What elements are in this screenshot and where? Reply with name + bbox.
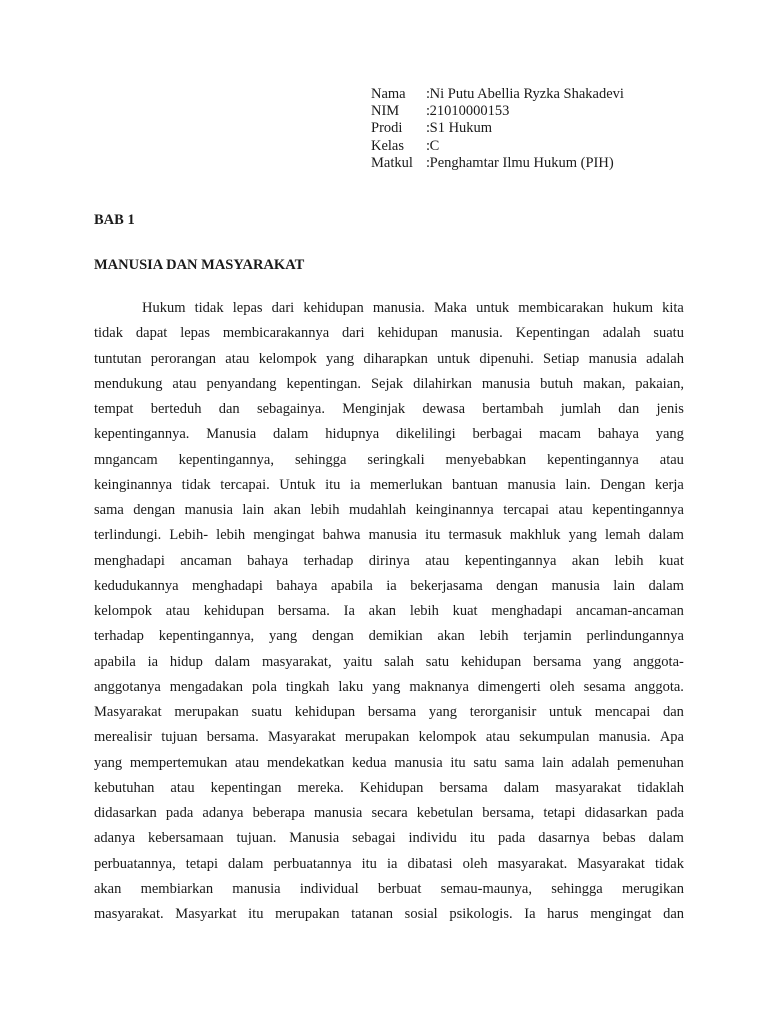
body-line: kebutuhan atau kepentingan mereka. Kehidupan bersama dalam masyarakat tidaklah — [94, 779, 684, 796]
body-line: tuntutan perorangan atau kelompok yang diharapkan untuk dipenuhi. Setiap manusia adalah — [94, 350, 684, 367]
body-line: keinginannya tidak tercapai. Untuk itu ia memerlukan bantuan manusia lain. Dengan kerja — [94, 476, 684, 493]
identity-value: Ni Putu Abellia Ryzka Shakadevi — [429, 86, 624, 102]
identity-value: Penghamtar Ilmu Hukum (PIH) — [429, 154, 614, 171]
identity-row-matkul: Matkul : Penghamtar Ilmu Hukum (PIH) — [371, 154, 614, 171]
identity-value: 21010000153 — [429, 103, 510, 120]
body-line: kelompok atau kehidupan bersama. Ia akan lebih kuat menghadapi ancaman-ancaman — [94, 603, 684, 619]
identity-label: NIM — [371, 103, 400, 120]
body-line: mendukung atau penyandang kepentingan. Sejak dilahirkan manusia butuh makan, pakaian, — [94, 375, 684, 392]
body-line: Masyarakat merupakan suatu kehidupan bersama yang terorganisir untuk mencapai dan — [94, 704, 684, 720]
identity-row-nama: Nama : Ni Putu Abellia Ryzka Shakadevi — [371, 86, 624, 102]
chapter-heading: BAB 1 — [94, 212, 135, 228]
body-line: tempat berteduh dan sebagainya. Menginjak dewasa bertambah jumlah dan jenis — [94, 401, 684, 417]
identity-label: Matkul — [371, 154, 413, 171]
identity-label: Prodi — [371, 120, 403, 137]
body-line: merealisir tujuan bersama. Masyarakat merupakan kelompok atau sekumpulan manusia. Apa — [94, 729, 684, 746]
student-identity-block — [371, 86, 624, 172]
body-line: menghadapi ancaman bahaya terhadap dirinya atau kepentingannya akan lebih kuat — [94, 552, 684, 569]
body-line: akan membiarkan manusia individual berbuat semau-maunya, sehingga merugikan — [94, 880, 684, 897]
body-line: terlindungi. Lebih- lebih mengingat bahwa manusia itu termasuk makhluk yang lemah dalam — [94, 527, 684, 544]
body-line: anggotanya mengadakan pola tingkah laku yang maknanya dimengerti oleh sesama anggota. — [94, 678, 684, 695]
body-line: Hukum tidak lepas dari kehidupan manusia. Maka untuk membicarakan hukum kita — [142, 300, 684, 316]
body-line: didasarkan pada adanya beberapa manusia secara kebetulan bersama, tetapi didasarkan pada — [94, 805, 684, 821]
body-line: yang mempertemukan atau mendekatkan kedua manusia itu satu sama lain adalah pemenuhan — [94, 754, 684, 771]
body-paragraph — [94, 296, 684, 927]
identity-label: Kelas — [371, 137, 405, 154]
body-line: apabila ia hidup dalam masyarakat, yaitu salah satu kehidupan bersama yang anggota- — [94, 653, 684, 670]
identity-value: S1 Hukum — [429, 120, 493, 137]
body-line: adanya kebersamaan tujuan. Manusia sebagai individu itu pada dasarnya bebas dalam — [94, 830, 684, 847]
identity-row-prodi: Prodi : S1 Hukum — [371, 120, 493, 137]
identity-value: C — [429, 137, 440, 154]
body-line: masyarakat. Masyarkat itu merupakan tatanan sosial psikologis. Ia harus mengingat dan — [94, 906, 684, 922]
identity-label: Nama — [371, 86, 406, 102]
identity-row-kelas: Kelas : C — [371, 137, 440, 154]
body-line: perbuatannya, tetapi dalam perbuatannya itu ia dibatasi oleh masyarakat. Masyarakat tidak — [94, 855, 684, 872]
body-line: kedudukannya menghadapi bahaya apabila ia bekerjasama dengan manusia lain dalam — [94, 577, 684, 594]
identity-row-nim: NIM : 21010000153 — [371, 103, 510, 120]
body-line: kepentingannya. Manusia dalam hidupnya dikelilingi berbagai macam bahaya yang — [94, 426, 684, 443]
body-line: terhadap kepentingannya, yang dengan demikian akan lebih terjamin perlindungannya — [94, 628, 684, 645]
body-line: mngancam kepentingannya, sehingga seringkali menyebabkan kepentingannya atau — [94, 451, 684, 468]
section-title: MANUSIA DAN MASYARAKAT — [94, 257, 305, 273]
body-line: tidak dapat lepas membicarakannya dari kehidupan manusia. Kepentingan adalah suatu — [94, 325, 684, 342]
body-line: sama dengan manusia lain akan lebih mudahlah keinginannya tercapai atau kepentingannya — [94, 502, 684, 518]
